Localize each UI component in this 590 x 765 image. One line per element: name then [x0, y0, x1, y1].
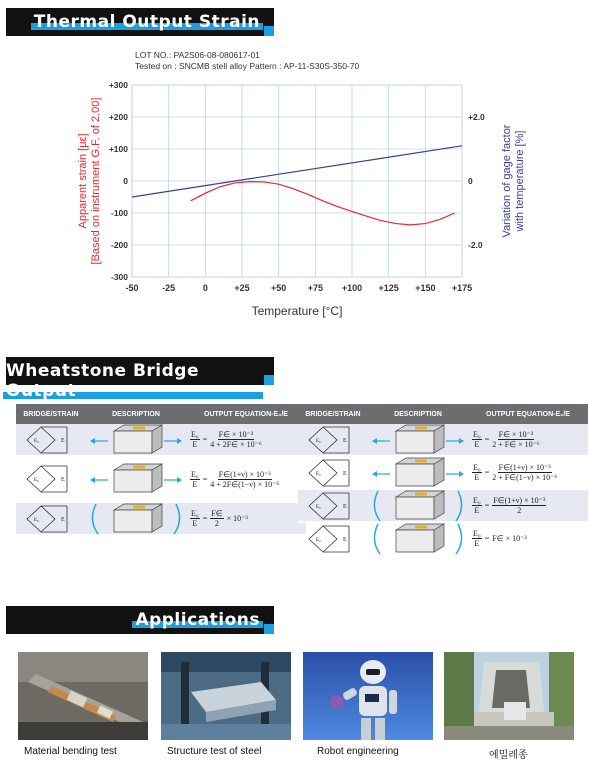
equation-fraction: $\frac{F\in}{2}$ [211, 509, 223, 528]
y-tick-label: +300 [108, 80, 128, 90]
svg-text:E₀: E₀ [316, 438, 321, 444]
x-tick-label: +125 [378, 283, 399, 293]
table-row [16, 503, 306, 536]
x-tick-label: -25 [162, 283, 176, 293]
x-tick-label: +100 [341, 283, 363, 293]
y2-tick-label: 0 [468, 176, 473, 186]
strain-block-icon [368, 424, 468, 455]
equation-fraction: $\frac{\text{F∈(1+ν) × 10⁻³}}{\text{4 + 2F∈(1−ν) × 10⁻⁶}}$ [210, 469, 280, 489]
strain-block-icon [86, 503, 186, 534]
y-tick-label: +100 [108, 144, 128, 154]
x-tick-label: +50 [271, 283, 287, 293]
output-equation: $\frac{\text{E₀}}{E}$ = $\frac{\text{F∈ × 10⁻³}}{\text{2 + F∈ × 10⁻⁶}}$ [473, 430, 540, 449]
bridge-diagram-icon [298, 523, 368, 554]
bridge-diagram-icon [298, 490, 368, 521]
svg-text:E: E [61, 516, 65, 523]
svg-text:E: E [343, 470, 347, 477]
header-bridge: BRIDGE/STRAIN [23, 410, 79, 418]
section-title: Wheatstone Bridge Output [6, 361, 260, 401]
lot-number: LOT NO.: PA2S06-08-080617-01 [135, 50, 260, 60]
x-tick-label: -50 [125, 283, 139, 293]
equation-tail: × 10⁻³ [226, 514, 248, 523]
caption-robot: Robot engineering [317, 746, 399, 757]
y2-tick-label: -2.0 [468, 240, 483, 250]
y-axis-label: Apparent strain [με][Based on instrument G.F. of 2.00] [77, 97, 102, 265]
header-equation: OUTPUT EQUATION-E₀/E [486, 410, 570, 418]
svg-text:E: E [343, 503, 347, 510]
svg-text:E₀: E₀ [34, 517, 39, 523]
svg-text:E₀: E₀ [34, 478, 39, 483]
section-header-thermal [6, 8, 274, 36]
robot-photo [303, 652, 433, 740]
equation-tail: F∈ × 10⁻³ [492, 534, 527, 543]
bridge-diagram-icon [298, 424, 368, 455]
bending-test-photo [18, 652, 148, 740]
output-equation: $\frac{\text{E₀}}{E}$ = $\frac{F\in}{2}$ × 10⁻³ [191, 509, 248, 528]
caption-steel: Structure test of steel [167, 746, 262, 757]
steel-structure-photo [161, 652, 291, 740]
output-equation: $\frac{\text{E₀}}{E}$ = F∈ × 10⁻³ [473, 529, 527, 548]
e0-over-e: $\frac{\text{E₀}}{E}$ [473, 463, 481, 482]
strain-block-icon [86, 424, 186, 455]
svg-text:E₀: E₀ [316, 537, 321, 543]
strain-block-icon [368, 523, 468, 554]
header-bridge: BRIDGE/STRAIN [305, 410, 361, 418]
header-equation: OUTPUT EQUATION-E₀/E [204, 410, 288, 418]
section-header-applications [6, 606, 274, 634]
header-description: DESCRIPTION [394, 410, 442, 418]
y-tick-label: 0 [123, 176, 128, 186]
section-title: Applications [135, 610, 260, 630]
table-row [298, 523, 588, 556]
equation-fraction: $\frac{\text{F∈ × 10⁻³}}{\text{2 + F∈ × 10⁻⁶}}$ [492, 430, 540, 449]
bridge-diagram-icon [16, 457, 86, 501]
bridge-table-left [16, 404, 306, 536]
svg-text:E: E [343, 437, 347, 444]
y-tick-label: +200 [108, 112, 128, 122]
e0-over-e: $\frac{\text{E₀}}{E}$ [473, 430, 481, 449]
output-equation: $\frac{\text{E₀}}{E}$ = $\frac{\text{F∈(1+ν) × 10⁻³}}{\text{4 + 2F∈(1−ν) × 10⁻⁶}}$ [191, 469, 280, 489]
y-tick-label: -100 [110, 208, 128, 218]
svg-text:E₀: E₀ [316, 471, 321, 477]
header-description: DESCRIPTION [112, 410, 160, 418]
svg-text:E: E [61, 437, 65, 444]
equation-fraction: $\frac{\text{F∈(1+ν) × 10⁻³}}{\text{2 + F∈(1−ν) × 10⁻⁶}}$ [492, 463, 558, 482]
e0-over-e: $\frac{\text{E₀}}{E}$ [473, 496, 481, 515]
e0-over-e: $\frac{\text{E₀}}{E}$ [191, 469, 199, 489]
section-title: Thermal Output Strain [33, 12, 260, 32]
test-info: Tested on : SNCMB stell alloy Pattern : AP-11-S30S-350-70 [135, 61, 360, 71]
table-row [16, 424, 306, 457]
bridge-diagram-icon [298, 457, 368, 488]
equation-fraction: $\frac{\text{F∈ × 10⁻³}}{\text{4 + 2F∈ × 10⁻⁶}}$ [210, 430, 262, 449]
e0-over-e: $\frac{\text{E₀}}{E}$ [191, 509, 199, 528]
thermal-output-chart [60, 75, 540, 340]
bridge-diagram-icon [16, 424, 86, 455]
x-tick-label: +75 [307, 283, 323, 293]
caption-bell: 에밀레종 [489, 750, 528, 761]
y-tick-label: -300 [110, 272, 128, 282]
x-tick-label: +25 [234, 283, 250, 293]
output-equation: $\frac{\text{E₀}}{E}$ = $\frac{\text{F∈ × 10⁻³}}{\text{4 + 2F∈ × 10⁻⁶}}$ [191, 430, 262, 449]
x-tick-label: +150 [415, 283, 436, 293]
e0-over-e: $\frac{\text{E₀}}{E}$ [473, 529, 481, 548]
bridge-diagram-icon [16, 503, 86, 534]
e0-over-e: $\frac{\text{E₀}}{E}$ [191, 430, 199, 449]
equation-fraction: $\frac{\text{F∈(1+ν) × 10⁻³}}{2}$ [493, 496, 546, 515]
bell-pavilion-photo [444, 652, 574, 740]
x-axis-label: Temperature [°C] [251, 304, 343, 318]
strain-block-icon [86, 457, 186, 501]
section-header-wheatstone [6, 357, 274, 401]
output-equation: $\frac{\text{E₀}}{E}$ = $\frac{\text{F∈(1+ν) × 10⁻³}}{\text{2 + F∈(1−ν) × 10⁻⁶}}$ [473, 463, 558, 482]
bridge-table-right [298, 404, 588, 556]
output-equation: $\frac{\text{E₀}}{E}$ = $\frac{\text{F∈(1+ν) × 10⁻³}}{2}$ [473, 496, 546, 515]
svg-text:E: E [343, 536, 347, 543]
caption-bending: Material bending test [24, 746, 117, 757]
y2-axis-label: Variation of gage factorwith temperature [%] [501, 124, 526, 238]
svg-text:E₀: E₀ [316, 504, 321, 510]
y-tick-label: -200 [110, 240, 128, 250]
table-row [16, 457, 306, 503]
svg-text:E₀: E₀ [34, 438, 39, 444]
strain-block-icon [368, 457, 468, 488]
strain-block-icon [368, 490, 468, 521]
y2-tick-label: +2.0 [468, 112, 485, 122]
x-tick-label: +175 [451, 283, 473, 293]
x-tick-label: 0 [202, 283, 208, 293]
svg-text:E: E [61, 477, 65, 483]
